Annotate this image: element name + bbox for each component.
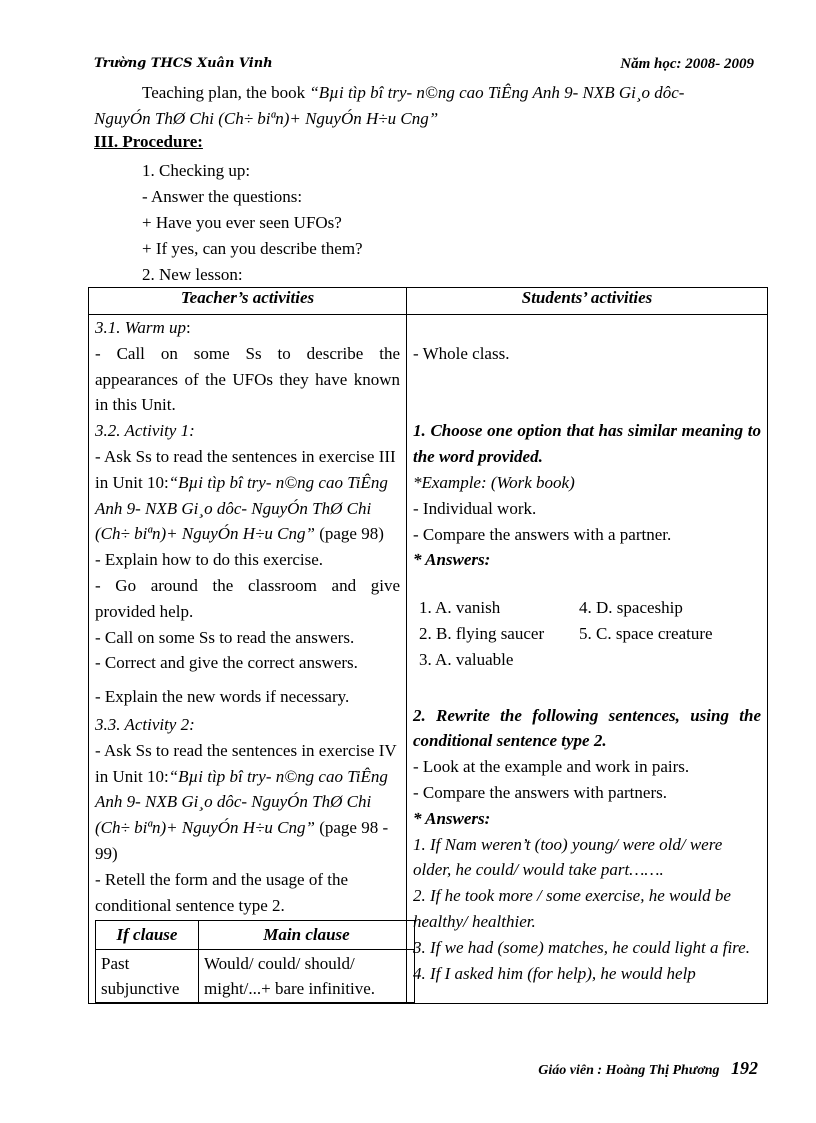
- if-clause-cell: Past subjunctive: [96, 950, 199, 1003]
- activity1-title: 3.2. Activity 1:: [95, 421, 195, 441]
- activity1-line3: - Go around the classroom and give provided help.: [95, 575, 400, 621]
- intro-book-title: “Bµi tìp bî try- n©ng cao TiÊng Anh 9- NXB Gi¸o dôc-: [309, 83, 685, 102]
- activity1-line4: - Call on some Ss to read the answers.: [95, 627, 355, 647]
- activity1-page: (page 98): [314, 524, 384, 544]
- procedure-title: III. Procedure:: [94, 132, 203, 151]
- warmup-title: 3.1. Warm up: [95, 318, 186, 337]
- activity2-title: 3.3. Activity 2:: [95, 714, 195, 734]
- procedure-lines: [142, 158, 363, 288]
- conditional-table: [95, 920, 415, 1003]
- footer: [538, 1058, 758, 1079]
- activity2-book: “Bµi tìp bî try- n©ng cao TiÊng Anh 9- NXB Gi¸o dôc- NguyÓn ThØ Chi (Ch÷ biªn)+ NguyÓn H÷u Cng”: [95, 766, 388, 838]
- exercise1-line1: - Individual work.: [413, 498, 537, 518]
- answer-item: 1. A. vanish: [419, 598, 501, 618]
- exercise2-answer: 2. If he took more / some exercise, he would be healthy/ healthier.: [413, 886, 731, 931]
- intro-paragraph: [94, 80, 774, 132]
- intro-plain: Teaching plan, the book: [142, 83, 310, 102]
- warmup-text: - Call on some Ss to describe the appearances of the UFOs they have known in this Unit.: [95, 343, 400, 415]
- procedure-line: + If yes, can you describe them?: [142, 239, 363, 258]
- activity1-line6: - Explain the new words if necessary.: [95, 687, 350, 707]
- intro-book-authors: NguyÓn ThØ Chi (Ch÷ biªn)+ NguyÓn H÷u Cng”: [94, 109, 439, 128]
- students-column-header: Students’ activities: [407, 288, 768, 315]
- activity2-page: (page 98 - 99): [95, 818, 389, 863]
- teacher-column-header: Teacher’s activities: [89, 288, 407, 315]
- procedure-line: - Answer the questions:: [142, 187, 303, 206]
- exercise2-answer: 1. If Nam weren’t (too) young/ were old/ were older, he could/ would take part…….: [413, 834, 723, 880]
- answer-item: [579, 647, 755, 673]
- answer-item: 3. A. valuable: [419, 649, 514, 669]
- activities-table: [88, 287, 768, 1004]
- activity1-line5: - Correct and give the correct answers.: [95, 653, 358, 673]
- exercise1-answers-label: * Answers:: [413, 550, 491, 570]
- warmup-students: - Whole class.: [413, 343, 510, 363]
- answer-item: 4. D. spaceship: [579, 598, 683, 618]
- students-activities-cell: [407, 315, 768, 1004]
- school-name: Trường THCS Xuân Vinh: [94, 56, 273, 71]
- procedure-line: + Have you ever seen UFOs?: [142, 213, 342, 232]
- exercise1-title: 1. Choose one option that has similar meaning to the word provided.: [413, 421, 761, 467]
- activity1-line1: - Ask Ss to read the sentences in exercise III in Unit 10:: [95, 446, 396, 492]
- if-clause-header: If clause: [96, 921, 199, 950]
- main-clause-cell: Would/ could/ should/ might/...+ bare infinitive.: [199, 950, 415, 1003]
- exercise1-answers: [419, 595, 761, 672]
- exercise2-answer: 4. If I asked him (for help), he would help: [413, 963, 696, 983]
- exercise1-example: *Example: (Work book): [413, 472, 575, 492]
- main-clause-header: Main clause: [199, 921, 415, 950]
- procedure-line: 1. Checking up:: [142, 161, 251, 180]
- school-year: Năm học: 2008- 2009: [620, 56, 754, 72]
- teacher-name: Giáo viên : Hoàng Thị Phương: [538, 1063, 720, 1078]
- exercise2-line1: - Look at the example and work in pairs.: [413, 757, 690, 777]
- teacher-activities-cell: 3.1. Warm up: - Call on some Ss to describe the appearances of the UFOs they have known in this Unit. 3.2. Activity 1: - Ask Ss to read the sentences in exercise III in Unit 10:“Bµi tìp bî try- n©ng cao TiÊng Anh 9- NXB Gi¸o dôc- NguyÓn ThØ Chi (Ch÷ biªn)+ NguyÓn H÷u Cng” (page 98) - Explain how to do this exercise. - Go around the classroom and give provided help. - Call on some Ss to read the answers. - Correct and give the correct answers. - Explain the new words if necessary. 3.3. Activity 2: - Ask Ss to read the sentences in exercise IV in Unit 10:“Bµi tìp bî try- n©ng cao TiÊng Anh 9- NXB Gi¸o dôc- NguyÓn ThØ Chi (Ch÷ biªn)+ NguyÓn H÷u Cng” (page 98 - 99) - Retell the form and the usage of the conditional sentence type 2. If clause Main clause Past subjunctive Would/ could/ should/ might/...+ bare infinitive.: [89, 315, 407, 1004]
- exercise2-answers-label: * Answers:: [413, 808, 491, 828]
- exercise2-answer: 3. If we had (some) matches, he could light a fire.: [413, 937, 750, 957]
- activity1-line2: - Explain how to do this exercise.: [95, 550, 324, 570]
- answer-item: 2. B. flying saucer: [419, 623, 545, 643]
- answer-item: 5. C. space creature: [579, 623, 713, 643]
- activity1-book: “Bµi tìp bî try- n©ng cao TiÊng Anh 9- NXB Gi¸o dôc- NguyÓn ThØ Chi (Ch÷ biªn)+ NguyÓn H÷u Cng”: [95, 472, 388, 544]
- activity2-line1: - Ask Ss to read the sentences in exercise IV in Unit 10:: [95, 740, 397, 786]
- activity2-line2: - Retell the form and the usage of the conditional sentence type 2.: [95, 869, 349, 915]
- page-number: 192: [731, 1058, 758, 1078]
- exercise2-line2: - Compare the answers with partners.: [413, 782, 667, 802]
- procedure-line: 2. New lesson:: [142, 265, 243, 284]
- exercise1-line2: - Compare the answers with a partner.: [413, 524, 672, 544]
- exercise2-title: 2. Rewrite the following sentences, using the conditional sentence type 2.: [413, 705, 761, 751]
